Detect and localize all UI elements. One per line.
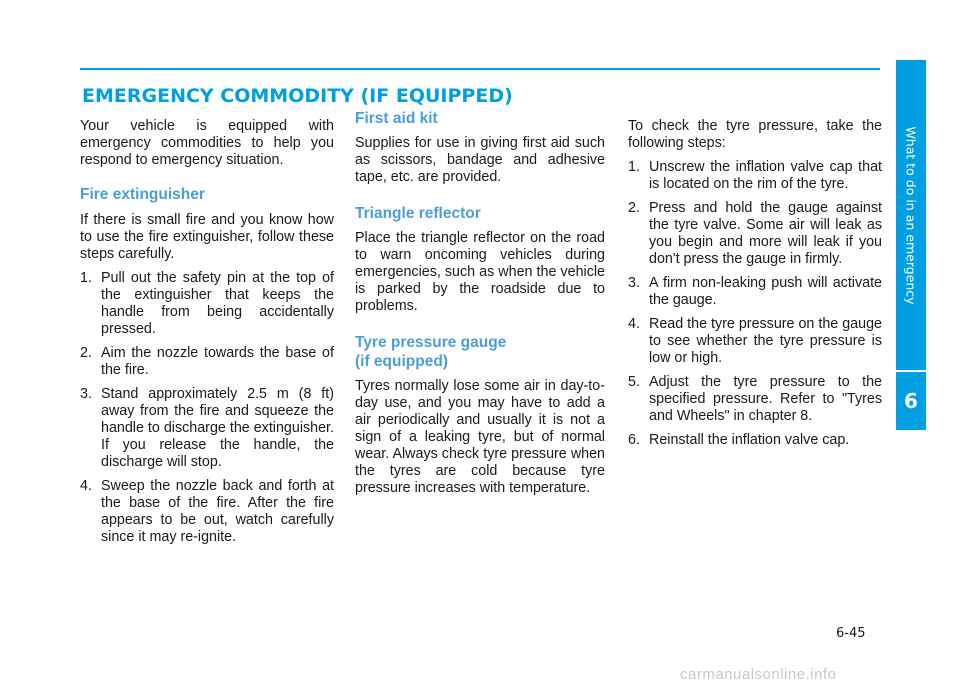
header-rule [80, 68, 880, 70]
tyre-check-intro: To check the tyre pressure, take the following steps: [628, 118, 882, 151]
gauge-heading-line-1: Tyre pressure gauge [355, 334, 507, 351]
step-number: 3. [628, 275, 640, 291]
list-item [628, 275, 882, 309]
list-item [80, 345, 334, 379]
section-tab-label [896, 60, 926, 370]
fire-extinguisher-heading: Fire extinguisher [80, 186, 205, 203]
intro-paragraph: Your vehicle is equipped with emergency commodities to help you respond to emergency situation. [80, 118, 334, 168]
page-number: 6-45 [836, 626, 866, 641]
first-aid-paragraph: Supplies for use in giving first aid such as scissors, bandage and adhesive tape, etc. are provided. [355, 135, 605, 185]
list-item [80, 270, 334, 338]
step-text: Sweep the nozzle back and forth at the base of the fire. After the fire appears to be out, watch carefully since it may re-ignite. [101, 478, 334, 545]
column-3 [628, 118, 882, 456]
list-item [628, 374, 882, 425]
step-text: A firm non-leaking push will activate the gauge. [649, 275, 882, 308]
fire-steps-list [80, 270, 334, 546]
fire-intro-paragraph: If there is small fire and you know how to use the fire extinguisher, follow these steps carefully. [80, 212, 334, 262]
list-item [80, 386, 334, 471]
step-number: 6. [628, 432, 640, 448]
list-item [628, 316, 882, 367]
tyre-steps-list [628, 159, 882, 449]
list-item [628, 159, 882, 193]
chapter-number: 6 [904, 389, 918, 413]
watermark: carmanualsonline.info [680, 666, 837, 683]
tyre-pressure-gauge-heading [355, 333, 605, 371]
gauge-heading-line-2: (if equipped) [355, 353, 448, 370]
step-number: 1. [80, 270, 92, 286]
first-aid-kit-heading: First aid kit [355, 110, 438, 127]
gauge-paragraph: Tyres normally lose some air in day-to-day use, and you may have to add a air periodically and usually it is not a sign of a leaking tyre, but of normal wear. Always check tyre pressure when the tyres are cold because tyre pressure increases with temperature. [355, 378, 605, 496]
list-item [628, 200, 882, 268]
step-number: 4. [80, 478, 92, 494]
step-text: Stand approximately 2.5 m (8 ft) away from the fire and squeeze the handle to discharge the extinguisher. If you release the handle, the discharge will stop. [101, 386, 334, 470]
column-2 [355, 109, 605, 497]
step-text: Press and hold the gauge against the tyre valve. Some air will leak as you begin and more will leak if you don't press the gauge in firmly. [649, 200, 882, 267]
step-text: Aim the nozzle towards the base of the fire. [101, 345, 334, 378]
step-number: 4. [628, 316, 640, 332]
step-text: Read the tyre pressure on the gauge to see whether the tyre pressure is low or high. [649, 316, 882, 366]
triangle-paragraph: Place the triangle reflector on the road to warn oncoming vehicles during emergencies, such as when the vehicle is parked by the roadside due to problems. [355, 230, 605, 314]
step-text: Adjust the tyre pressure to the specified pressure. Refer to "Tyres and Wheels" in chapter 8. [649, 374, 882, 424]
list-item [628, 432, 882, 449]
step-number: 1. [628, 159, 640, 175]
triangle-reflector-heading: Triangle reflector [355, 205, 481, 222]
section-label: What to do in an emergency [903, 125, 919, 305]
chapter-number-box [896, 372, 926, 430]
step-number: 2. [80, 345, 92, 361]
step-text: Reinstall the inflation valve cap. [649, 432, 850, 448]
column-1 [80, 118, 334, 553]
step-number: 5. [628, 374, 640, 390]
step-text: Unscrew the inflation valve cap that is located on the rim of the tyre. [649, 159, 882, 192]
step-number: 2. [628, 200, 640, 216]
page-title: EMERGENCY COMMODITY (IF EQUIPPED) [82, 85, 513, 107]
list-item [80, 478, 334, 546]
step-number: 3. [80, 386, 92, 402]
step-text: Pull out the safety pin at the top of the extinguisher that keeps the handle from being accidentally pressed. [101, 270, 334, 337]
